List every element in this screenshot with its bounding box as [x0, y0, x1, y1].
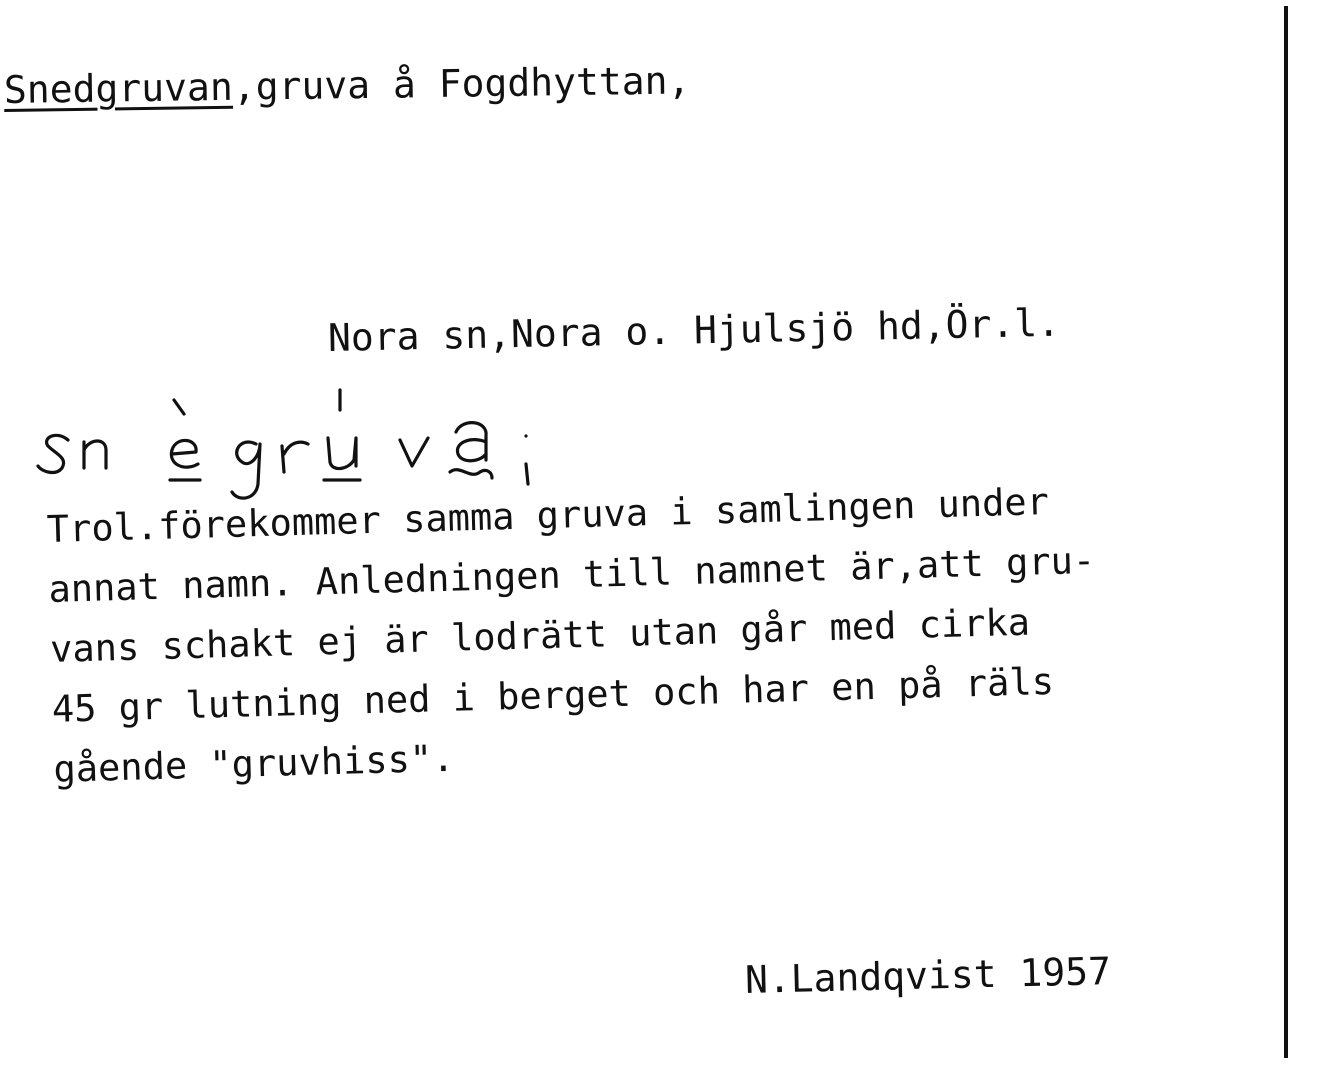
body-line: gående "gruvhiss".	[52, 736, 455, 791]
card-edge-line	[1284, 6, 1288, 1058]
body-line: annat namn. Anledningen till namnet är,att gru-	[47, 538, 1096, 611]
card-body	[46, 471, 1101, 800]
body-line: 45 gr lutning ned i berget och har en på räls	[51, 659, 1055, 731]
signature: N.Landqvist 1957	[744, 949, 1112, 1002]
body-line: Trol.förekommer samma gruva i samlingen under	[46, 480, 1050, 551]
place-description: ,gruva å Fogdhyttan,	[232, 58, 691, 109]
place-name: Snedgruvan	[3, 64, 234, 112]
parish-line: Nora sn,Nora o. Hjulsjö hd,Ör.l.	[327, 300, 1061, 360]
body-line: vans schakt ej är lodrätt utan går med cirka	[49, 600, 1031, 671]
card-heading	[4, 58, 691, 112]
